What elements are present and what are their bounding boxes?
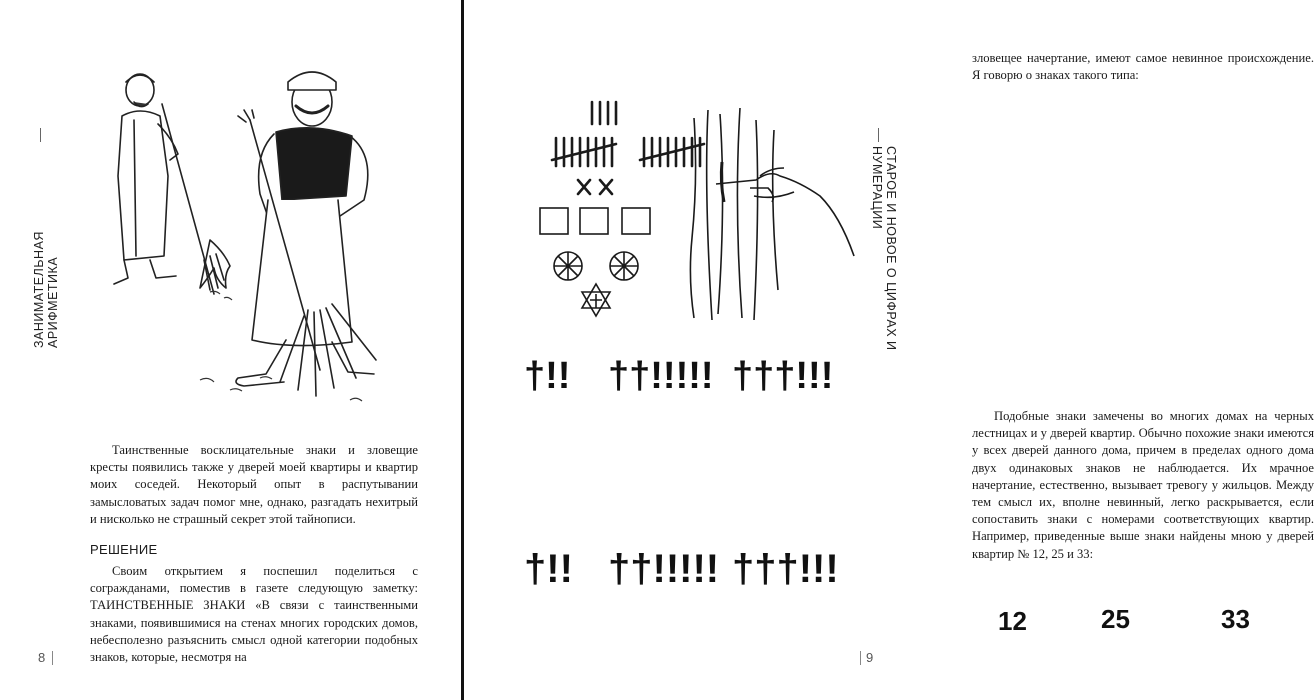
page-number-right: 9 xyxy=(866,650,874,665)
section-heading-solution: РЕШЕНИЕ xyxy=(90,542,158,557)
left-paragraph-1: Таинственные восклицательные знаки и зловещие кресты появились также у дверей моей квартиры и квартир моих соседей. Некоторый опыт в распутывании замысловатых задач помог мне, однако, разгадать нехитрый и нисколько не страшный секрет этой тайнописи. xyxy=(90,443,418,526)
marks-illustration xyxy=(504,100,884,330)
left-page xyxy=(0,0,462,700)
apartment-number-12: 12 xyxy=(998,606,1027,636)
running-head-left-text: ЗАНИМАТЕЛЬНАЯ АРИФМЕТИКА xyxy=(32,231,60,348)
apartment-number-25: 25 xyxy=(1101,604,1130,634)
running-head-left xyxy=(30,128,60,348)
mark-group-a-3: †††!!! xyxy=(732,355,834,397)
right-paragraph-1: зловещее начертание, имеют самое невинное происхождение. Я говорю о знаках такого типа: xyxy=(972,51,1314,83)
running-head-right xyxy=(868,128,898,388)
marks-row-2 xyxy=(504,542,884,590)
mark-group-a-1: †!! xyxy=(524,355,571,397)
sweepers-illustration xyxy=(100,60,400,420)
right-page xyxy=(464,0,1314,700)
running-head-right-text: СТАРОЕ И НОВОЕ О ЦИФРАХ И НУМЕРАЦИИ xyxy=(870,146,898,351)
mark-group-b-1: †!! xyxy=(524,547,573,591)
apartment-number-33: 33 xyxy=(1221,604,1250,634)
mark-group-b-3: †††!!! xyxy=(732,547,839,591)
marks-row-1 xyxy=(504,350,884,397)
page-number-left: 8 xyxy=(38,650,46,665)
mark-group-a-2: ††!!!!! xyxy=(608,355,714,397)
right-paragraph-2: Подобные знаки замечены во многих домах на черных лестницах и у дверей квартир. Обычно похожие знаки имеются у всех дверей данного дома, причем в пределах одного дома двух одинаковых знаков не наблюдается. Их мрачное начертание, естественно, вызывает тревогу у жильцов. Между тем смысл их, вполне невинный, легко раскрывается, если сопоставить знаки с номерами соответствующих квартир. Например, приведенные выше знаки найдены мною у дверей квартир № 12, 25 и 33: xyxy=(972,409,1314,561)
left-paragraph-2: Своим открытием я поспешил поделиться с согражданами, поместив в газете следующую заметку: ТАИНСТВЕННЫЕ ЗНАКИ «В связи с таинственными знаками, появившимися на стенах многих городских домов, небесполезно разъяснить смысл одной категории подобных знаков, которые, несмотря на xyxy=(90,564,418,665)
mark-group-b-2: ††!!!!! xyxy=(608,547,720,591)
